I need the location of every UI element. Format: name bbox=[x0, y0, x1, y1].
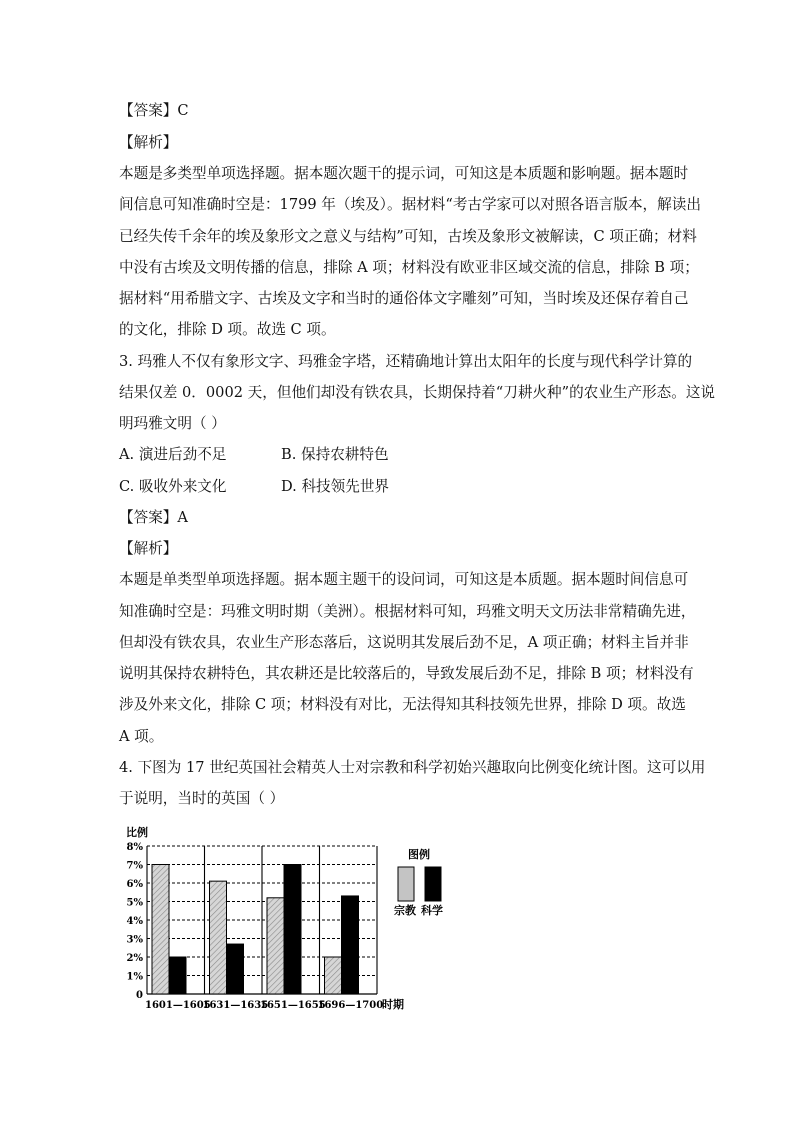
bar-science bbox=[169, 957, 186, 994]
q3-analysis-line-1: 本题是单类型单项选择题。据本题主题干的设问词，可知这是本质题。据本题时间信息可 bbox=[119, 571, 689, 588]
y-tick-label: 2% bbox=[126, 953, 143, 964]
q2-analysis-line-5: 据材料“用希腊文字、古埃及文字和当时的通俗体文字雕刻”可知，当时埃及还保存着自己 bbox=[119, 290, 689, 307]
q3-analysis-label: 【解析】 bbox=[119, 540, 178, 557]
q4-stem-line-1: 4. 下图为 17 世纪英国社会精英人士对宗教和科学初始兴趣取向比例变化统计图。这可以用 bbox=[119, 759, 706, 776]
legend-science-label: 科学 bbox=[421, 904, 443, 917]
chart-legend bbox=[394, 847, 443, 917]
interest-ratio-bar-chart bbox=[118, 822, 458, 1018]
bar-science bbox=[284, 865, 301, 995]
bar-religion bbox=[267, 898, 284, 994]
y-tick-label: 0 bbox=[136, 990, 143, 1001]
q2-analysis-line-3: 已经失传千余年的埃及象形文之意义与结构”可知，古埃及象形文被解读，C 项正确；材料 bbox=[119, 228, 697, 245]
q4-stem-line-2: 于说明，当时的英国（ ） bbox=[119, 790, 285, 807]
legend-title: 图例 bbox=[408, 848, 430, 861]
x-tick-label: 1601—1605 bbox=[145, 1000, 211, 1011]
q3-analysis-line-6: A 项。 bbox=[119, 728, 164, 745]
q2-analysis-line-1: 本题是多类型单项选择题。据本题次题干的提示词，可知这是本质题和影响题。据本题时 bbox=[119, 165, 689, 182]
q2-analysis-line-6: 的文化，排除 D 项。故选 C 项。 bbox=[119, 321, 336, 338]
legend-religion-swatch bbox=[398, 867, 414, 901]
q2-analysis-line-2: 间信息可知准确时空是：1799 年（埃及）。据材料“考古学家可以对照各语言版本，解读出 bbox=[119, 196, 701, 213]
legend-religion-label: 宗教 bbox=[394, 904, 416, 917]
y-tick-label: 4% bbox=[126, 916, 143, 927]
q3-option-d: D. 科技领先世界 bbox=[281, 478, 390, 495]
q3-option-a: A. 演进后劲不足 bbox=[119, 446, 227, 463]
q3-analysis-line-3: 但却没有铁农具，农业生产形态落后，这说明其发展后劲不足，A 项正确；材料主旨并非 bbox=[119, 634, 689, 651]
q2-answer-value: C bbox=[177, 102, 189, 119]
x-tick-label: 1696—1700 bbox=[317, 1000, 384, 1011]
bar-science bbox=[227, 944, 244, 994]
q3-answer-label: 【答案】 bbox=[119, 509, 178, 526]
y-tick-label: 7% bbox=[126, 860, 143, 872]
bar-science bbox=[342, 896, 359, 994]
x-tick-label: 1651—1655 bbox=[260, 1000, 326, 1011]
q3-analysis-line-2: 知准确时空是：玛雅文明时期（美洲）。根据材料可知，玛雅文明天文历法非常精确先进， bbox=[119, 603, 696, 620]
y-tick-label: 3% bbox=[126, 934, 143, 946]
q2-answer-label: 【答案】 bbox=[119, 102, 178, 119]
q3-analysis-line-5: 涉及外来文化，排除 C 项；材料没有对比，无法得知其科技领先世界，排除 D 项。故选 bbox=[119, 696, 686, 713]
q3-stem-line-3: 明玛雅文明（ ） bbox=[119, 415, 226, 432]
y-axis-label: 比例 bbox=[126, 826, 148, 839]
x-axis-label: 时期 bbox=[382, 998, 404, 1011]
y-tick-labels bbox=[127, 842, 144, 1001]
x-tick-labels bbox=[145, 1000, 383, 1011]
bar-religion bbox=[325, 957, 342, 994]
q3-analysis-line-4: 说明其保持农耕特色，其农耕还是比较落后的，导致发展后劲不足，排除 B 项；材料没有 bbox=[119, 665, 694, 682]
q2-analysis-line-4: 中没有古埃及文明传播的信息，排除 A 项；材料没有欧亚非区域交流的信息，排除 B 项； bbox=[119, 259, 699, 276]
y-tick-label: 6% bbox=[126, 879, 143, 890]
legend-science-swatch bbox=[425, 867, 441, 901]
chart-bars bbox=[152, 865, 359, 995]
q3-stem-line-2: 结果仅差 0．0002 天，但他们却没有铁农具，长期保持着“刀耕火种”的农业生产形态。这说 bbox=[119, 384, 716, 401]
q3-option-c: C. 吸收外来文化 bbox=[119, 478, 227, 495]
y-tick-label: 8% bbox=[126, 842, 143, 853]
q2-analysis-label: 【解析】 bbox=[119, 134, 178, 151]
bar-religion bbox=[210, 881, 227, 994]
x-tick-label: 1631—1635 bbox=[202, 1000, 269, 1011]
y-tick-label: 1% bbox=[126, 971, 143, 983]
q3-answer-line bbox=[119, 508, 188, 528]
q3-stem-line-1: 3. 玛雅人不仅有象形文字、玛雅金字塔，还精确地计算出太阳年的长度与现代科学计算的 bbox=[119, 353, 693, 370]
bar-religion bbox=[152, 865, 169, 995]
q3-option-b: B. 保持农耕特色 bbox=[281, 446, 389, 463]
y-tick-label: 5% bbox=[126, 897, 143, 909]
q3-answer-value: A bbox=[177, 509, 188, 526]
q2-answer-line bbox=[119, 101, 189, 121]
